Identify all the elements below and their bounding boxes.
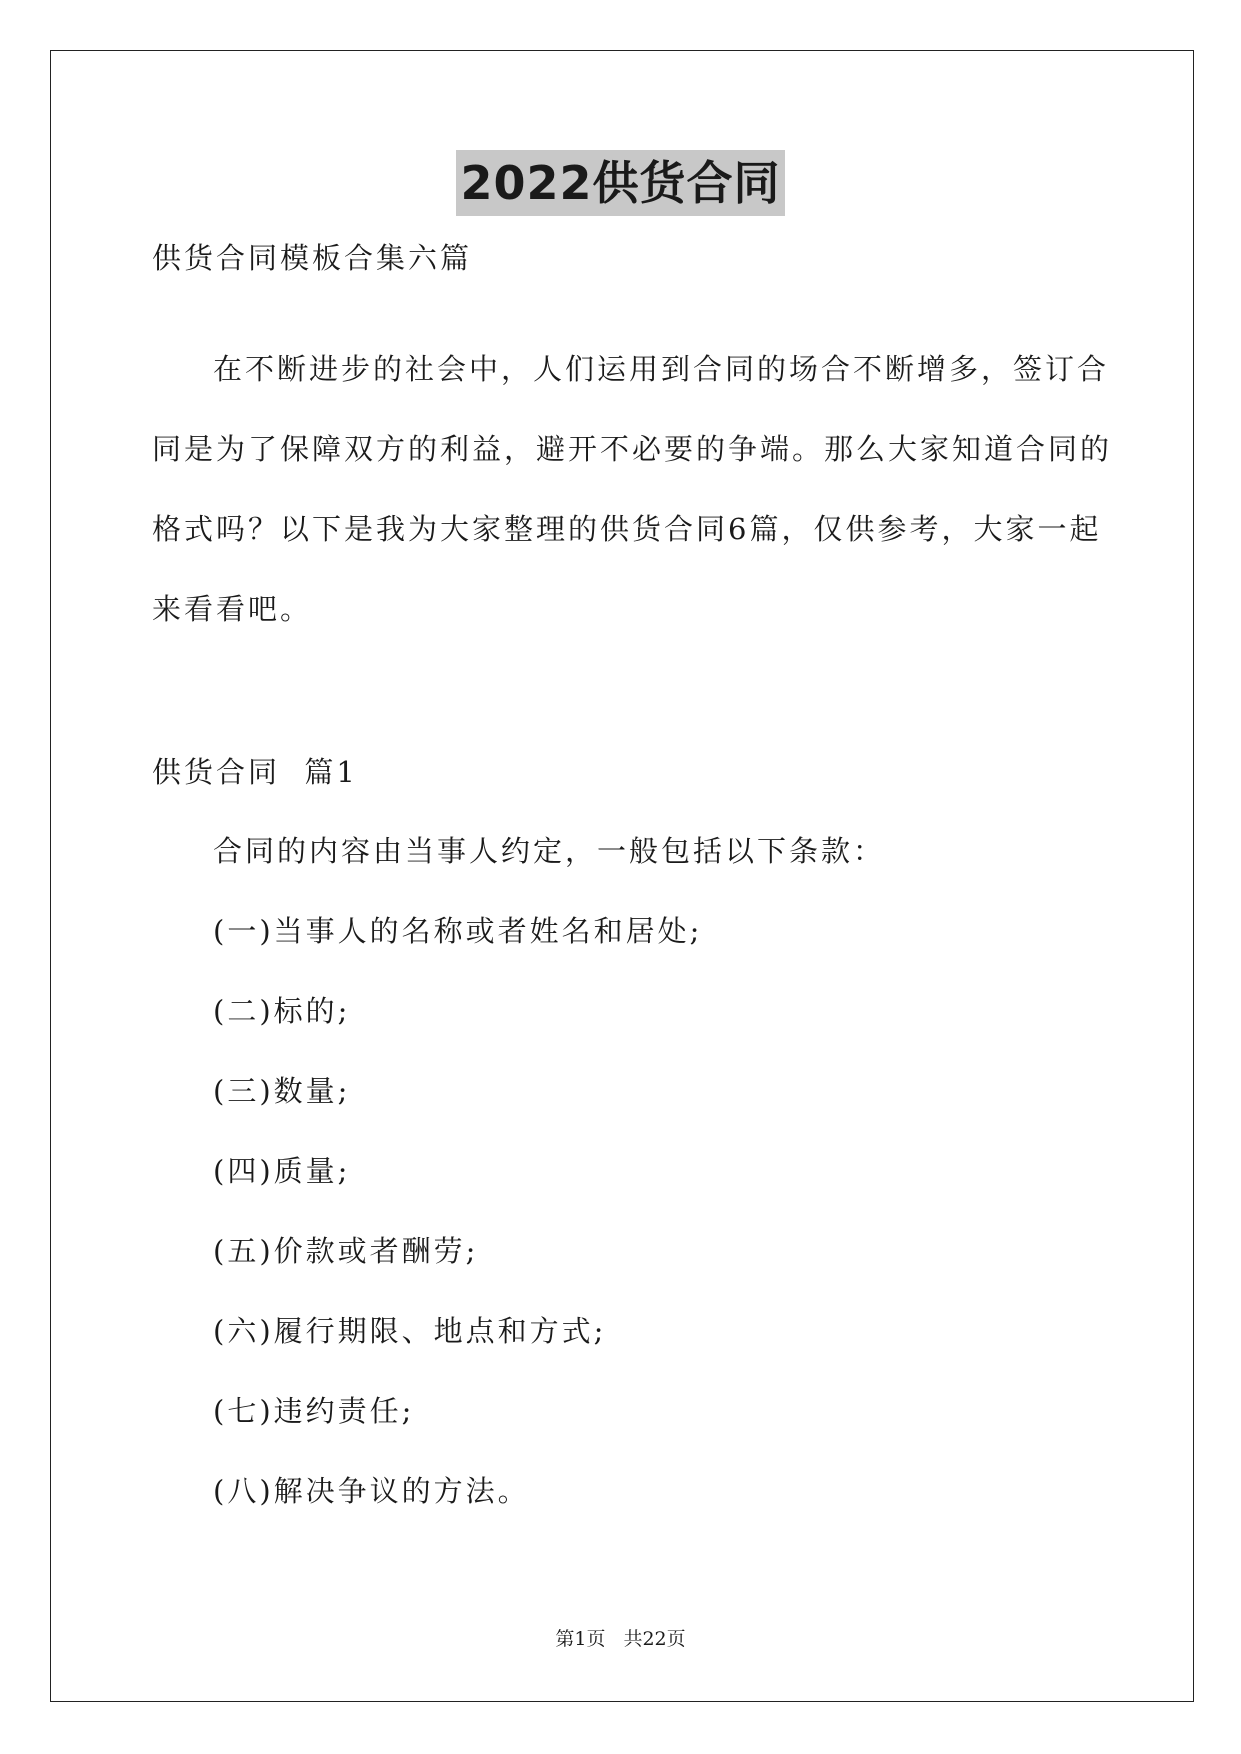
intro-line-4: 来看看吧。 xyxy=(152,592,313,626)
intro-line-1: 在不断进步的社会中，人们运用到合同的场合不断增多，签订合 xyxy=(213,352,1110,386)
intro-line-3: 格式吗？以下是我为大家整理的供货合同6篇，仅供参考，大家一起 xyxy=(152,512,1102,546)
clause-item-4: (四)质量; xyxy=(213,1154,351,1188)
intro-line-2: 同是为了保障双方的利益，避开不必要的争端。那么大家知道合同的 xyxy=(152,432,1113,466)
title-container xyxy=(0,150,1241,216)
page-border xyxy=(50,50,1194,1702)
clause-item-2: (二)标的; xyxy=(213,994,351,1028)
clause-intro: 合同的内容由当事人约定，一般包括以下条款： xyxy=(213,834,886,868)
page-number: 第1页 xyxy=(555,1628,606,1650)
clause-item-6: (六)履行期限、地点和方式; xyxy=(213,1314,607,1348)
clause-item-7: (七)违约责任; xyxy=(213,1394,415,1428)
document-subtitle: 供货合同模板合集六篇 xyxy=(152,241,473,275)
page-footer xyxy=(0,1626,1241,1652)
page-total: 共22页 xyxy=(623,1628,686,1650)
clause-item-3: (三)数量; xyxy=(213,1074,351,1108)
clause-item-8: (八)解决争议的方法。 xyxy=(213,1474,530,1508)
clause-item-5: (五)价款或者酬劳; xyxy=(213,1234,479,1268)
document-title: 2022供货合同 xyxy=(456,150,784,216)
clause-item-1: (一)当事人的名称或者姓名和居处; xyxy=(213,914,703,948)
section-heading: 供货合同 篇1 xyxy=(152,755,358,789)
